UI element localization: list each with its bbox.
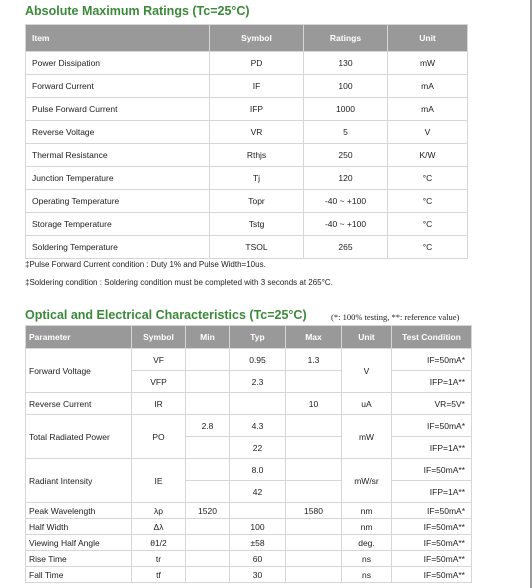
rating-cell: 265 [304, 236, 388, 259]
unit-cell: mA [388, 75, 468, 98]
parameter-cell: Reverse Current [26, 393, 132, 415]
table-row [26, 415, 472, 437]
col-header-symbol: Symbol [210, 25, 304, 52]
min-cell [186, 393, 230, 415]
max-cell [286, 519, 342, 535]
rating-cell: -40 ~ +100 [304, 213, 388, 236]
typ-cell: 30 [230, 567, 286, 583]
max-cell: 1.3 [286, 349, 342, 371]
table-row [26, 167, 468, 190]
col-header-unit: Unit [388, 25, 468, 52]
optical-electrical-table [25, 325, 472, 583]
typ-cell [230, 503, 286, 519]
condition-cell: IF=50mA** [392, 551, 472, 567]
rating-cell: 100 [304, 75, 388, 98]
col-header-parameter: Parameter [26, 326, 132, 349]
absolute-max-ratings-table [25, 24, 468, 259]
parameter-cell: Forward Voltage [26, 349, 132, 393]
unit-cell: K/W [388, 144, 468, 167]
section-title-absolute-max: Absolute Maximum Ratings (Tc=25°C) [25, 4, 250, 18]
unit-cell: mW [342, 415, 392, 459]
parameter-cell: Fall Time [26, 567, 132, 583]
symbol-cell: IF [210, 75, 304, 98]
min-cell [186, 349, 230, 371]
item-cell: Thermal Resistance [26, 144, 210, 167]
unit-cell: mA [388, 98, 468, 121]
unit-cell: °C [388, 167, 468, 190]
item-cell: Storage Temperature [26, 213, 210, 236]
item-cell: Forward Current [26, 75, 210, 98]
table-row [26, 349, 472, 371]
typ-cell: 4.3 [230, 415, 286, 437]
soldering-note: ‡Soldering condition : Soldering condition must be completed with 3 seconds at 265°C. [25, 278, 333, 287]
condition-cell: IF=50mA* [392, 415, 472, 437]
max-cell [286, 551, 342, 567]
parameter-cell: Radiant Intensity [26, 459, 132, 503]
typ-cell: 2.3 [230, 371, 286, 393]
col-header-ratings: Ratings [304, 25, 388, 52]
unit-cell: °C [388, 213, 468, 236]
symbol-cell: θ1/2 [132, 535, 186, 551]
condition-cell: IFP=1A** [392, 437, 472, 459]
table-row [26, 393, 472, 415]
typ-cell: 8.0 [230, 459, 286, 481]
table-row [26, 75, 468, 98]
table-row [26, 144, 468, 167]
condition-cell: IF=50mA** [392, 567, 472, 583]
symbol-cell: tr [132, 551, 186, 567]
parameter-cell: Half Width [26, 519, 132, 535]
max-cell [286, 567, 342, 583]
symbol-cell: Δλ [132, 519, 186, 535]
condition-cell: VR=5V* [392, 393, 472, 415]
min-cell [186, 371, 230, 393]
item-cell: Junction Temperature [26, 167, 210, 190]
condition-cell: IF=50mA** [392, 535, 472, 551]
item-cell: Reverse Voltage [26, 121, 210, 144]
col-header-typ: Typ [230, 326, 286, 349]
min-cell [186, 535, 230, 551]
rating-cell: -40 ~ +100 [304, 190, 388, 213]
table-header-row [26, 25, 468, 52]
min-cell: 1520 [186, 503, 230, 519]
table-row [26, 213, 468, 236]
unit-cell: V [342, 349, 392, 393]
symbol-cell: Tj [210, 167, 304, 190]
unit-cell: °C [388, 236, 468, 259]
parameter-cell: Rise Time [26, 551, 132, 567]
unit-cell: deg. [342, 535, 392, 551]
pulse-current-note: ‡Pulse Forward Current condition : Duty 1% and Pulse Width=10us. [25, 260, 266, 269]
item-cell: Pulse Forward Current [26, 98, 210, 121]
min-cell [186, 459, 230, 481]
table-row [26, 98, 468, 121]
unit-cell: ns [342, 567, 392, 583]
col-header-unit: Unit [342, 326, 392, 349]
typ-cell: 60 [230, 551, 286, 567]
col-header-max: Max [286, 326, 342, 349]
col-header-item: Item [26, 25, 210, 52]
rating-cell: 5 [304, 121, 388, 144]
table-row [26, 121, 468, 144]
col-header-test-condition: Test Condition [392, 326, 472, 349]
parameter-cell: Peak Wavelength [26, 503, 132, 519]
table-row [26, 519, 472, 535]
table-row [26, 535, 472, 551]
max-cell [286, 481, 342, 503]
condition-cell: IFP=1A** [392, 371, 472, 393]
symbol-cell: Tstg [210, 213, 304, 236]
max-cell [286, 437, 342, 459]
rating-cell: 120 [304, 167, 388, 190]
typ-cell [230, 393, 286, 415]
symbol-cell: IR [132, 393, 186, 415]
symbol-cell: VR [210, 121, 304, 144]
unit-cell: uA [342, 393, 392, 415]
col-header-min: Min [186, 326, 230, 349]
symbol-cell: VF [132, 349, 186, 371]
min-cell [186, 551, 230, 567]
condition-cell: IF=50mA** [392, 459, 472, 481]
parameter-cell: Total Radiated Power [26, 415, 132, 459]
unit-cell: mW/sr [342, 459, 392, 503]
rating-cell: 1000 [304, 98, 388, 121]
section-title-optical-electrical: Optical and Electrical Characteristics (Tc=25°C) [25, 308, 307, 322]
max-cell [286, 371, 342, 393]
symbol-cell: Topr [210, 190, 304, 213]
symbol-cell: VFP [132, 371, 186, 393]
item-cell: Operating Temperature [26, 190, 210, 213]
min-cell [186, 519, 230, 535]
max-cell [286, 415, 342, 437]
rating-cell: 250 [304, 144, 388, 167]
typ-cell: ±58 [230, 535, 286, 551]
unit-cell: mW [388, 52, 468, 75]
typ-cell: 0.95 [230, 349, 286, 371]
condition-cell: IF=50mA* [392, 503, 472, 519]
col-header-symbol: Symbol [132, 326, 186, 349]
table-row [26, 52, 468, 75]
unit-cell: ns [342, 551, 392, 567]
min-cell [186, 437, 230, 459]
unit-cell: nm [342, 503, 392, 519]
symbol-cell: PO [132, 415, 186, 459]
item-cell: Power Dissipation [26, 52, 210, 75]
parameter-cell: Viewing Half Angle [26, 535, 132, 551]
table-row [26, 551, 472, 567]
max-cell: 10 [286, 393, 342, 415]
typ-cell: 42 [230, 481, 286, 503]
max-cell [286, 535, 342, 551]
symbol-cell: IE [132, 459, 186, 503]
unit-cell: °C [388, 190, 468, 213]
table-row [26, 567, 472, 583]
symbol-cell: Rthjs [210, 144, 304, 167]
condition-cell: IF=50mA** [392, 519, 472, 535]
testing-legend: (*: 100% testing, **: reference value) [331, 312, 460, 322]
max-cell: 1580 [286, 503, 342, 519]
table-row [26, 503, 472, 519]
condition-cell: IFP=1A** [392, 481, 472, 503]
min-cell [186, 481, 230, 503]
table-header-row [26, 326, 472, 349]
max-cell [286, 459, 342, 481]
item-cell: Soldering Temperature [26, 236, 210, 259]
symbol-cell: TSOL [210, 236, 304, 259]
table-row [26, 190, 468, 213]
symbol-cell: tf [132, 567, 186, 583]
table-row [26, 459, 472, 481]
condition-cell: IF=50mA* [392, 349, 472, 371]
typ-cell: 22 [230, 437, 286, 459]
symbol-cell: IFP [210, 98, 304, 121]
unit-cell: V [388, 121, 468, 144]
symbol-cell: PD [210, 52, 304, 75]
min-cell: 2.8 [186, 415, 230, 437]
min-cell [186, 567, 230, 583]
unit-cell: nm [342, 519, 392, 535]
typ-cell: 100 [230, 519, 286, 535]
table-row [26, 236, 468, 259]
symbol-cell: λp [132, 503, 186, 519]
rating-cell: 130 [304, 52, 388, 75]
